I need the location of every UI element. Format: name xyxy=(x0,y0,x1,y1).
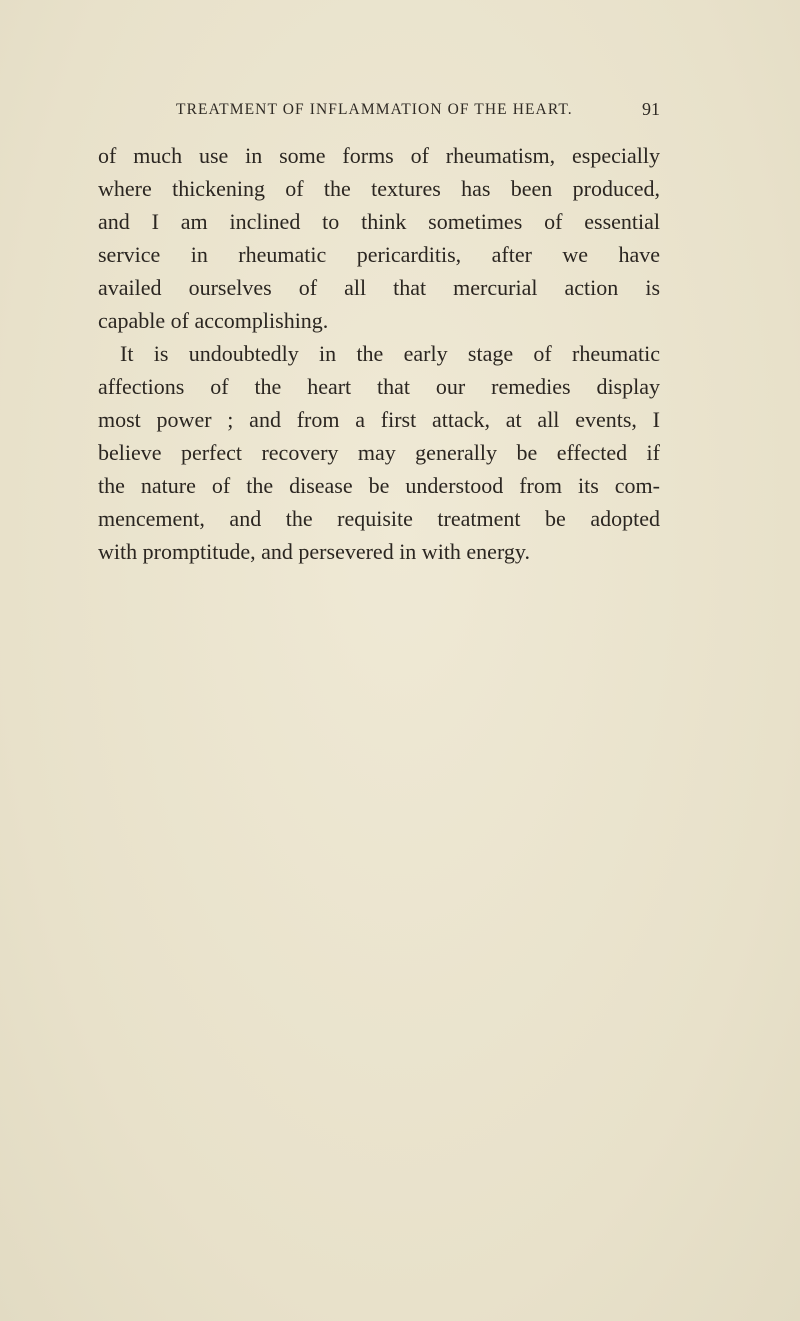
running-head xyxy=(176,101,660,125)
page-number: 91 xyxy=(642,99,660,119)
text-line: the nature of the disease be understood from its com- xyxy=(98,473,660,498)
text-line: most power ; and from a first attack, at all events, I xyxy=(98,407,660,432)
text-line: where thickening of the textures has been produced, xyxy=(98,176,660,201)
body-text xyxy=(98,139,660,568)
text-line: availed ourselves of all that mercurial action is xyxy=(98,275,660,300)
text-line: and I am inclined to think sometimes of essential xyxy=(98,209,660,234)
text-line: believe perfect recovery may generally be effected if xyxy=(98,440,660,465)
paragraph-1 xyxy=(98,139,660,337)
running-title: TREATMENT OF INFLAMMATION OF THE HEART. xyxy=(176,101,573,118)
text-line: capable of accomplishing. xyxy=(98,308,329,333)
text-line: service in rheumatic pericarditis, after we have xyxy=(98,242,660,267)
text-line: of much use in some forms of rheumatism, especially xyxy=(98,143,660,168)
paragraph-2 xyxy=(98,337,660,568)
text-line: mencement, and the requisite treatment be adopted xyxy=(98,506,660,531)
text-line: affections of the heart that our remedies display xyxy=(98,374,660,399)
text-line: with promptitude, and persevered in with energy. xyxy=(98,539,530,564)
text-line: It is undoubtedly in the early stage of rheumatic xyxy=(120,341,660,366)
